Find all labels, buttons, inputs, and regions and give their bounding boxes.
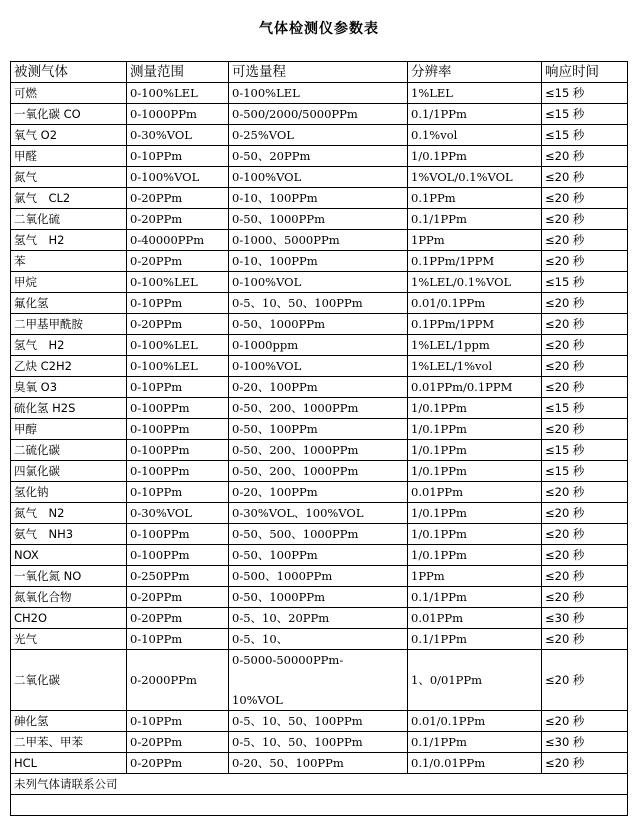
table-row bbox=[11, 104, 628, 125]
cell-gas-name: 氯气 CL2 bbox=[11, 188, 127, 209]
cell-gas-name: 二氧化碳 bbox=[11, 650, 127, 711]
cell-measure-range: 0-2000PPm bbox=[127, 650, 229, 711]
cell-gas-name: 氮气 bbox=[11, 167, 127, 188]
table-row bbox=[11, 461, 628, 482]
cell-optional-range: 0-500、1000PPm bbox=[229, 566, 408, 587]
cell-response-time: ≤20 秒 bbox=[542, 188, 628, 209]
cell-resolution: 1/0.1PPm bbox=[408, 440, 542, 461]
table-row bbox=[11, 419, 628, 440]
cell-resolution: 1PPm bbox=[408, 566, 542, 587]
table-row bbox=[11, 608, 628, 629]
cell-optional-range: 0-50、1000PPm bbox=[229, 587, 408, 608]
cell-resolution: 1/0.1PPm bbox=[408, 419, 542, 440]
table-row bbox=[11, 377, 628, 398]
header-resolution: 分辨率 bbox=[408, 62, 542, 83]
cell-resolution: 0.01/0.1PPm bbox=[408, 711, 542, 732]
table-row bbox=[11, 650, 628, 711]
cell-gas-name: 二硫化碳 bbox=[11, 440, 127, 461]
cell-resolution: 1%LEL bbox=[408, 83, 542, 104]
header-range: 测量范围 bbox=[127, 62, 229, 83]
cell-response-time: ≤20 秒 bbox=[542, 419, 628, 440]
cell-measure-range: 0-1000PPm bbox=[127, 104, 229, 125]
cell-gas-name: 二甲基甲酰胺 bbox=[11, 314, 127, 335]
cell-gas-name: 氢化钠 bbox=[11, 482, 127, 503]
cell-measure-range: 0-20PPm bbox=[127, 753, 229, 774]
footer-note: 未列气体请联系公司 bbox=[11, 774, 628, 795]
page-title: 气体检测仪参数表 bbox=[259, 21, 379, 37]
cell-gas-name: 光气 bbox=[11, 629, 127, 650]
cell-response-time: ≤20 秒 bbox=[542, 566, 628, 587]
cell-measure-range: 0-100PPm bbox=[127, 545, 229, 566]
cell-response-time: ≤15 秒 bbox=[542, 461, 628, 482]
cell-measure-range: 0-20PPm bbox=[127, 209, 229, 230]
cell-resolution: 1/0.1PPm bbox=[408, 524, 542, 545]
cell-optional-range: 0-5、10、 bbox=[229, 629, 408, 650]
cell-optional-range: 0-100%VOL bbox=[229, 272, 408, 293]
cell-resolution: 0.01PPm bbox=[408, 608, 542, 629]
cell-measure-range: 0-10PPm bbox=[127, 377, 229, 398]
cell-resolution: 1%LEL/1%vol bbox=[408, 356, 542, 377]
cell-gas-name: 氧气 O2 bbox=[11, 125, 127, 146]
cell-resolution: 1/0.1PPm bbox=[408, 398, 542, 419]
cell-optional-range: 0-50、1000PPm bbox=[229, 314, 408, 335]
cell-resolution: 0.1PPm/1PPM bbox=[408, 314, 542, 335]
cell-response-time: ≤20 秒 bbox=[542, 629, 628, 650]
cell-measure-range: 0-10PPm bbox=[127, 293, 229, 314]
cell-gas-name: 硫化氢 H2S bbox=[11, 398, 127, 419]
cell-resolution: 0.1/1PPm bbox=[408, 732, 542, 753]
cell-resolution: 0.1PPm bbox=[408, 188, 542, 209]
table-row bbox=[11, 356, 628, 377]
cell-response-time: ≤20 秒 bbox=[542, 293, 628, 314]
cell-measure-range: 0-20PPm bbox=[127, 732, 229, 753]
table-row bbox=[11, 753, 628, 774]
cell-optional-range: 0-20、100PPm bbox=[229, 377, 408, 398]
table-row bbox=[11, 587, 628, 608]
cell-optional-range: 0-20、100PPm bbox=[229, 482, 408, 503]
cell-measure-range: 0-250PPm bbox=[127, 566, 229, 587]
table-row bbox=[11, 398, 628, 419]
cell-gas-name: 氟化氢 bbox=[11, 293, 127, 314]
cell-response-time: ≤20 秒 bbox=[542, 314, 628, 335]
cell-measure-range: 0-10PPm bbox=[127, 482, 229, 503]
cell-optional-range: 0-1000、5000PPm bbox=[229, 230, 408, 251]
cell-gas-name: 苯 bbox=[11, 251, 127, 272]
cell-measure-range: 0-100PPm bbox=[127, 398, 229, 419]
cell-resolution: 0.1%vol bbox=[408, 125, 542, 146]
cell-gas-name: 甲醛 bbox=[11, 146, 127, 167]
cell-optional-range: 0-50、100PPm bbox=[229, 419, 408, 440]
cell-measure-range: 0-100%LEL bbox=[127, 83, 229, 104]
cell-gas-name: HCL bbox=[11, 753, 127, 774]
cell-optional-range: 0-50、20PPm bbox=[229, 146, 408, 167]
cell-measure-range: 0-10PPm bbox=[127, 629, 229, 650]
table-row bbox=[11, 440, 628, 461]
optional-range-line: 0-5000-50000PPm- bbox=[232, 653, 344, 667]
cell-response-time: ≤20 秒 bbox=[542, 711, 628, 732]
cell-gas-name: 氢气 H2 bbox=[11, 230, 127, 251]
cell-measure-range: 0-30%VOL bbox=[127, 125, 229, 146]
cell-gas-name: 二氧化硫 bbox=[11, 209, 127, 230]
cell-resolution: 1%LEL/1ppm bbox=[408, 335, 542, 356]
cell-gas-name: NOX bbox=[11, 545, 127, 566]
cell-response-time: ≤20 秒 bbox=[542, 650, 628, 711]
cell-response-time: ≤30 秒 bbox=[542, 732, 628, 753]
cell-optional-range: 0-1000ppm bbox=[229, 335, 408, 356]
cell-response-time: ≤20 秒 bbox=[542, 335, 628, 356]
cell-response-time: ≤20 秒 bbox=[542, 356, 628, 377]
cell-optional-range bbox=[229, 650, 408, 711]
table-row bbox=[11, 251, 628, 272]
table-row bbox=[11, 293, 628, 314]
cell-measure-range: 0-20PPm bbox=[127, 314, 229, 335]
cell-measure-range: 0-100%VOL bbox=[127, 167, 229, 188]
cell-optional-range: 0-100%LEL bbox=[229, 83, 408, 104]
cell-resolution: 1%LEL/0.1%VOL bbox=[408, 272, 542, 293]
cell-response-time: ≤15 秒 bbox=[542, 272, 628, 293]
cell-response-time: ≤15 秒 bbox=[542, 398, 628, 419]
cell-measure-range: 0-30%VOL bbox=[127, 503, 229, 524]
cell-gas-name: 四氯化碳 bbox=[11, 461, 127, 482]
cell-measure-range: 0-20PPm bbox=[127, 608, 229, 629]
cell-response-time: ≤20 秒 bbox=[542, 524, 628, 545]
cell-measure-range: 0-100PPm bbox=[127, 524, 229, 545]
cell-resolution: 1/0.1PPm bbox=[408, 461, 542, 482]
cell-optional-range: 0-50、1000PPm bbox=[229, 209, 408, 230]
cell-gas-name: 一氧化碳 CO bbox=[11, 104, 127, 125]
cell-gas-name: 乙炔 C2H2 bbox=[11, 356, 127, 377]
cell-resolution: 1/0.1PPm bbox=[408, 545, 542, 566]
table-row bbox=[11, 230, 628, 251]
cell-response-time: ≤20 秒 bbox=[542, 230, 628, 251]
cell-gas-name: 甲烷 bbox=[11, 272, 127, 293]
cell-resolution: 0.1/1PPm bbox=[408, 629, 542, 650]
cell-gas-name: 氮气 N2 bbox=[11, 503, 127, 524]
cell-gas-name: 氨气 NH3 bbox=[11, 524, 127, 545]
header-optional-range: 可选量程 bbox=[229, 62, 408, 83]
table-row bbox=[11, 83, 628, 104]
table-row bbox=[11, 146, 628, 167]
cell-measure-range: 0-100PPm bbox=[127, 440, 229, 461]
cell-response-time: ≤20 秒 bbox=[542, 146, 628, 167]
cell-optional-range: 0-100%VOL bbox=[229, 167, 408, 188]
cell-response-time: ≤15 秒 bbox=[542, 83, 628, 104]
cell-response-time: ≤20 秒 bbox=[542, 587, 628, 608]
table-row bbox=[11, 125, 628, 146]
cell-resolution: 0.01PPm/0.1PPM bbox=[408, 377, 542, 398]
cell-resolution: 0.01PPm bbox=[408, 482, 542, 503]
cell-response-time: ≤20 秒 bbox=[542, 167, 628, 188]
table-row bbox=[11, 335, 628, 356]
cell-optional-range: 0-5、10、50、100PPm bbox=[229, 293, 408, 314]
cell-measure-range: 0-100%LEL bbox=[127, 335, 229, 356]
cell-measure-range: 0-10PPm bbox=[127, 711, 229, 732]
cell-response-time: ≤15 秒 bbox=[542, 440, 628, 461]
table-row bbox=[11, 566, 628, 587]
cell-measure-range: 0-40000PPm bbox=[127, 230, 229, 251]
cell-response-time: ≤20 秒 bbox=[542, 251, 628, 272]
table-row bbox=[11, 209, 628, 230]
cell-measure-range: 0-100%LEL bbox=[127, 356, 229, 377]
cell-optional-range: 0-5、10、20PPm bbox=[229, 608, 408, 629]
cell-optional-range: 0-50、100PPm bbox=[229, 545, 408, 566]
table-row bbox=[11, 167, 628, 188]
cell-response-time: ≤20 秒 bbox=[542, 482, 628, 503]
table-row bbox=[11, 629, 628, 650]
cell-response-time: ≤20 秒 bbox=[542, 209, 628, 230]
cell-resolution: 0.1/1PPm bbox=[408, 104, 542, 125]
cell-optional-range: 0-50、200、1000PPm bbox=[229, 398, 408, 419]
filler-cell bbox=[11, 795, 628, 816]
cell-gas-name: 二甲苯、甲苯 bbox=[11, 732, 127, 753]
cell-optional-range: 0-10、100PPm bbox=[229, 188, 408, 209]
cell-response-time: ≤15 秒 bbox=[542, 125, 628, 146]
cell-response-time: ≤20 秒 bbox=[542, 503, 628, 524]
cell-optional-range: 0-5、10、50、100PPm bbox=[229, 732, 408, 753]
cell-measure-range: 0-100%LEL bbox=[127, 272, 229, 293]
cell-resolution: 0.1PPm/1PPM bbox=[408, 251, 542, 272]
cell-measure-range: 0-100PPm bbox=[127, 461, 229, 482]
cell-gas-name: 一氧化氮 NO bbox=[11, 566, 127, 587]
cell-measure-range: 0-20PPm bbox=[127, 251, 229, 272]
cell-gas-name: 氮氧化合物 bbox=[11, 587, 127, 608]
cell-resolution: 1、0/01PPm bbox=[408, 650, 542, 711]
cell-optional-range: 0-30%VOL、100%VOL bbox=[229, 503, 408, 524]
cell-response-time: ≤20 秒 bbox=[542, 545, 628, 566]
cell-gas-name: 甲醇 bbox=[11, 419, 127, 440]
table-row bbox=[11, 314, 628, 335]
table-header-row bbox=[11, 62, 628, 83]
cell-optional-range: 0-20、50、100PPm bbox=[229, 753, 408, 774]
cell-resolution: 1/0.1PPm bbox=[408, 146, 542, 167]
cell-response-time: ≤15 秒 bbox=[542, 104, 628, 125]
cell-gas-name: 氢气 H2 bbox=[11, 335, 127, 356]
table-row bbox=[11, 482, 628, 503]
cell-optional-range: 0-50、500、1000PPm bbox=[229, 524, 408, 545]
cell-resolution: 1/0.1PPm bbox=[408, 503, 542, 524]
cell-resolution: 0.1/1PPm bbox=[408, 587, 542, 608]
table-row bbox=[11, 188, 628, 209]
cell-measure-range: 0-10PPm bbox=[127, 146, 229, 167]
cell-resolution: 0.1/1PPm bbox=[408, 209, 542, 230]
cell-measure-range: 0-100PPm bbox=[127, 419, 229, 440]
gas-parameter-table bbox=[10, 61, 628, 816]
cell-gas-name: CH2O bbox=[11, 608, 127, 629]
cell-response-time: ≤30 秒 bbox=[542, 608, 628, 629]
table-row bbox=[11, 545, 628, 566]
cell-response-time: ≤20 秒 bbox=[542, 753, 628, 774]
table-footer-row bbox=[11, 774, 628, 795]
header-response-time: 响应时间 bbox=[542, 62, 628, 83]
optional-range-line: 10%VOL bbox=[232, 693, 283, 707]
cell-resolution: 1%VOL/0.1%VOL bbox=[408, 167, 542, 188]
cell-resolution: 0.01/0.1PPm bbox=[408, 293, 542, 314]
header-gas: 被测气体 bbox=[11, 62, 127, 83]
table-row bbox=[11, 732, 628, 753]
table-row bbox=[11, 524, 628, 545]
cell-optional-range: 0-50、200、1000PPm bbox=[229, 461, 408, 482]
cell-measure-range: 0-20PPm bbox=[127, 587, 229, 608]
table-row bbox=[11, 272, 628, 293]
cell-gas-name: 臭氧 O3 bbox=[11, 377, 127, 398]
cell-resolution: 0.1/0.01PPm bbox=[408, 753, 542, 774]
cell-optional-range: 0-10、100PPm bbox=[229, 251, 408, 272]
table-row bbox=[11, 503, 628, 524]
cell-optional-range: 0-50、200、1000PPm bbox=[229, 440, 408, 461]
optional-range-line-spacer bbox=[232, 670, 407, 690]
cell-optional-range: 0-25%VOL bbox=[229, 125, 408, 146]
table-filler-row bbox=[11, 795, 628, 816]
cell-gas-name: 可燃 bbox=[11, 83, 127, 104]
cell-measure-range: 0-20PPm bbox=[127, 188, 229, 209]
cell-optional-range: 0-500/2000/5000PPm bbox=[229, 104, 408, 125]
cell-response-time: ≤20 秒 bbox=[542, 377, 628, 398]
table-row bbox=[11, 711, 628, 732]
cell-optional-range: 0-100%VOL bbox=[229, 356, 408, 377]
cell-optional-range: 0-5、10、50、100PPm bbox=[229, 711, 408, 732]
cell-resolution: 1PPm bbox=[408, 230, 542, 251]
cell-gas-name: 砷化氢 bbox=[11, 711, 127, 732]
